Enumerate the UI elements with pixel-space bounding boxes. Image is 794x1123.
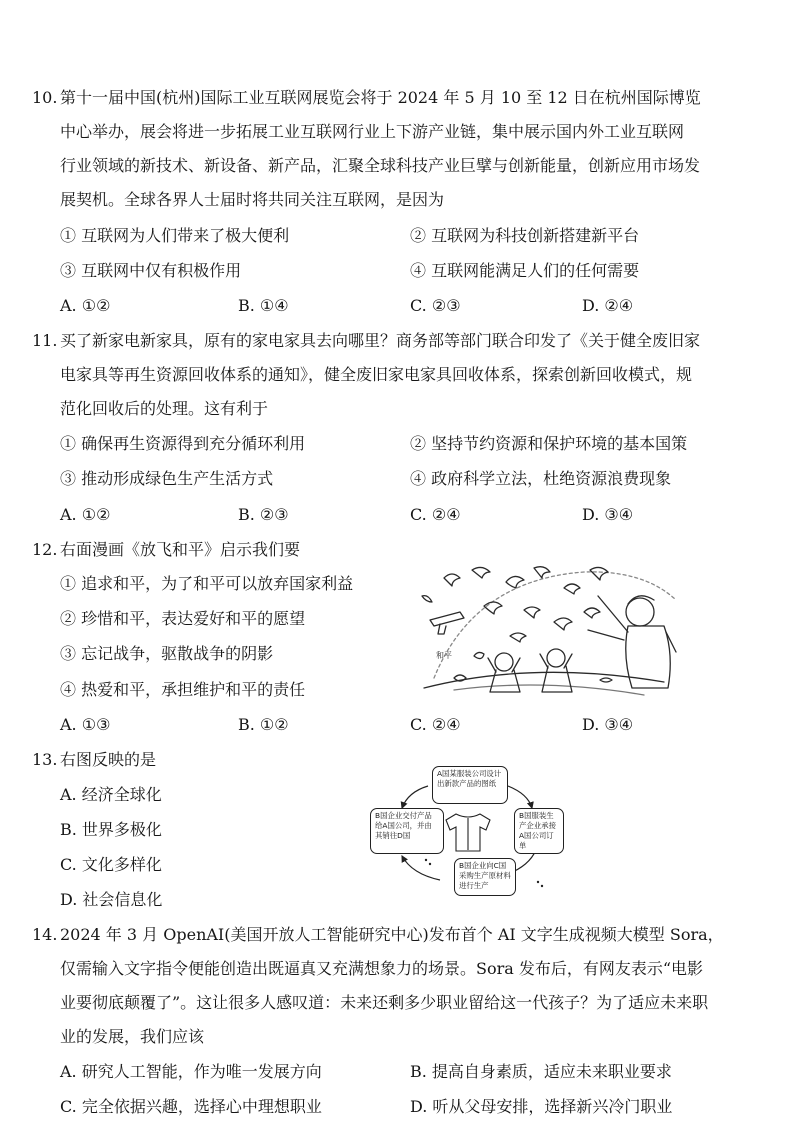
q11-choice-b[interactable]: B. ②③ bbox=[238, 505, 289, 524]
q12-choice-c[interactable]: C. ②④ bbox=[410, 715, 461, 734]
q11-stem-line-1: 买了新家电新家具，原有的家电家具去向哪里？商务部等部门联合印发了《关于健全废旧家 bbox=[60, 331, 701, 350]
diagram-box-bottom: B国企业向C国采购生产原材料进行生产 bbox=[454, 858, 516, 896]
q13-choice-a[interactable]: A. 经济全球化 bbox=[60, 785, 162, 804]
q11-item-4: ④ 政府科学立法，杜绝资源浪费现象 bbox=[410, 469, 672, 488]
q14-choice-b[interactable]: B. 提高自身素质，适应未来职业要求 bbox=[410, 1062, 672, 1081]
q11-stem-line-3: 范化回收后的处理。这有利于 bbox=[60, 399, 269, 418]
q10-item-4: ④ 互联网能满足人们的任何需要 bbox=[410, 261, 640, 280]
q10-item-3: ③ 互联网中仅有积极作用 bbox=[60, 261, 242, 280]
q12-number: 12. bbox=[32, 540, 58, 559]
q10-stem-line-2: 中心举办，展会将进一步拓展工业互联网行业上下游产业链，集中展示国内外工业互联网 bbox=[60, 122, 685, 141]
peace-cartoon-illustration bbox=[414, 560, 684, 705]
q11-item-2: ② 坚持节约资源和保护环境的基本国策 bbox=[410, 434, 688, 453]
q11-item-3: ③ 推动形成绿色生产生活方式 bbox=[60, 469, 274, 488]
q10-choice-b[interactable]: B. ①④ bbox=[238, 296, 289, 315]
q12-stem-line-1: 右面漫画《放飞和平》启示我们要 bbox=[60, 540, 301, 559]
q11-choice-c[interactable]: C. ②④ bbox=[410, 505, 461, 524]
diagram-box-right: B国服装生产企业承接A国公司订单 bbox=[514, 808, 564, 854]
q14-choice-c[interactable]: C. 完全依据兴趣，选择心中理想职业 bbox=[60, 1097, 322, 1116]
q14-choice-a[interactable]: A. 研究人工智能，作为唯一发展方向 bbox=[60, 1062, 322, 1081]
q12-choice-b[interactable]: B. ①② bbox=[238, 715, 289, 734]
q12-choice-a[interactable]: A. ①③ bbox=[60, 715, 111, 734]
q11-choice-d[interactable]: D. ③④ bbox=[582, 505, 634, 524]
cartoon-sign-label: 和平 bbox=[436, 651, 452, 660]
q12-item-1: ① 追求和平，为了和平可以放弃国家利益 bbox=[60, 574, 354, 593]
q14-stem-line-4: 业的发展，我们应该 bbox=[60, 1027, 205, 1046]
q11-stem-line-2: 电家具等再生资源回收体系的通知》，健全废旧家电家具回收体系，探索创新回收模式，规 bbox=[60, 365, 693, 384]
q10-stem-line-1: 第十一届中国(杭州)国际工业互联网展览会将于 2024 年 5 月 10 至 12 日在杭州国际博览 bbox=[60, 88, 701, 107]
q11-number: 11. bbox=[32, 331, 58, 350]
q10-stem-line-4: 展契机。全球各界人士届时将共同关注互联网，是因为 bbox=[60, 190, 445, 209]
q10-number: 10. bbox=[32, 88, 58, 107]
q10-choice-a[interactable]: A. ①② bbox=[60, 296, 111, 315]
q14-stem-line-2: 仅需输入文字指令便能创造出既逼真又充满想象力的场景。Sora 发布后，有网友表示“电影 bbox=[60, 959, 704, 978]
diagram-box-top: A国某服装公司设计出新款产品的图纸 bbox=[432, 766, 508, 804]
production-cycle-diagram bbox=[368, 764, 564, 898]
q13-choice-c[interactable]: C. 文化多样化 bbox=[60, 855, 162, 874]
q10-item-2: ② 互联网为科技创新搭建新平台 bbox=[410, 226, 640, 245]
diagram-box-left: B国企业交付产品给A国公司，并由其销往D国 bbox=[370, 808, 444, 854]
q14-number: 14. bbox=[32, 925, 58, 944]
q10-choice-c[interactable]: C. ②③ bbox=[410, 296, 461, 315]
q11-item-1: ① 确保再生资源得到充分循环利用 bbox=[60, 434, 306, 453]
q13-choice-d[interactable]: D. 社会信息化 bbox=[60, 890, 163, 909]
q10-stem-line-3: 行业领域的新技术、新设备、新产品，汇聚全球科技产业巨擘与创新能量，创新应用市场发 bbox=[60, 156, 701, 175]
q14-choice-d[interactable]: D. 听从父母安排，选择新兴冷门职业 bbox=[410, 1097, 673, 1116]
q13-choice-b[interactable]: B. 世界多极化 bbox=[60, 820, 162, 839]
shirt-icon bbox=[446, 814, 490, 851]
q14-stem-line-3: 业要彻底颠覆了”。这让很多人感叹道：未来还剩多少职业留给这一代孩子？为了适应未来职 bbox=[60, 993, 709, 1012]
q12-item-3: ③ 忘记战争，驱散战争的阴影 bbox=[60, 644, 274, 663]
q10-item-1: ① 互联网为人们带来了极大便利 bbox=[60, 226, 290, 245]
q12-item-2: ② 珍惜和平，表达爱好和平的愿望 bbox=[60, 609, 306, 628]
q12-choice-d[interactable]: D. ③④ bbox=[582, 715, 634, 734]
q13-number: 13. bbox=[32, 750, 58, 769]
q11-choice-a[interactable]: A. ①② bbox=[60, 505, 111, 524]
q13-stem-line-1: 右图反映的是 bbox=[60, 750, 157, 769]
q14-stem-line-1: 2024 年 3 月 OpenAI(美国开放人工智能研究中心)发布首个 AI 文字生成视频大模型 Sora， bbox=[60, 925, 724, 944]
q12-item-4: ④ 热爱和平，承担维护和平的责任 bbox=[60, 680, 306, 699]
q10-choice-d[interactable]: D. ②④ bbox=[582, 296, 634, 315]
